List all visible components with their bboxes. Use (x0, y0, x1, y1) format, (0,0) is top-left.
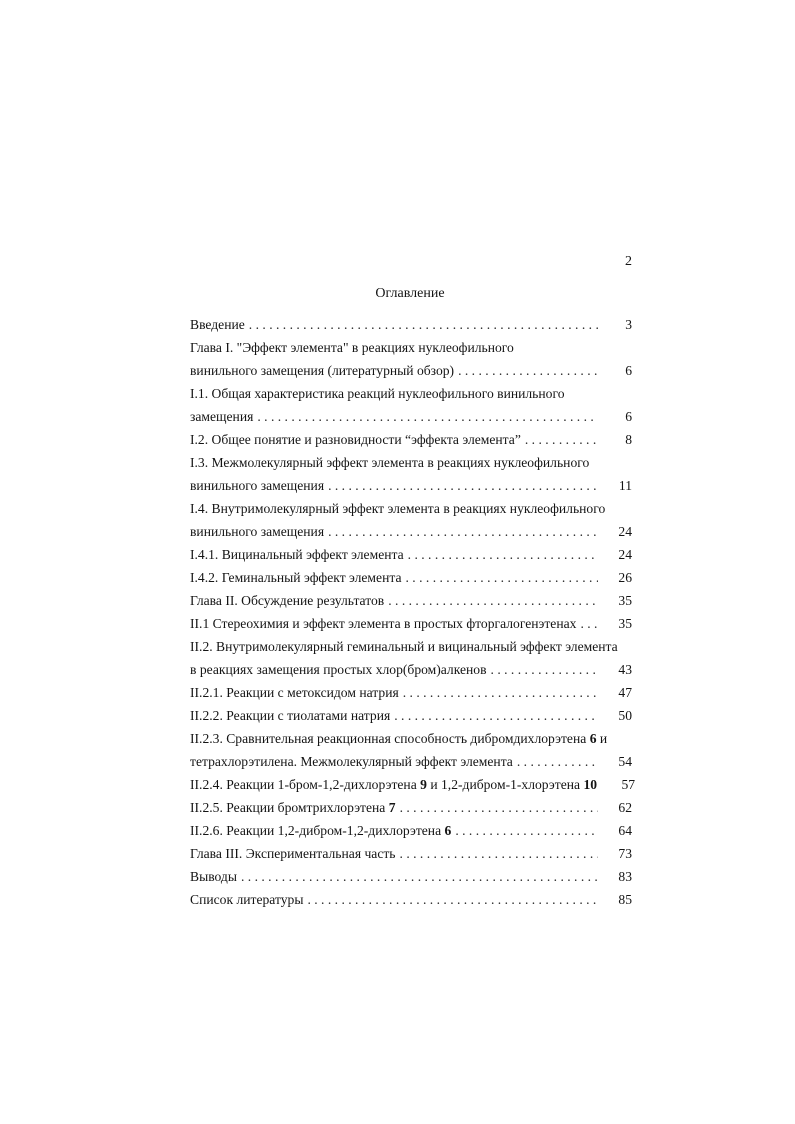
toc-entry-label (190, 543, 404, 566)
toc-entry (190, 635, 632, 658)
compound-number: 7 (388, 800, 396, 815)
toc-entry-text: II.2.5. Реакции бромтрихлорэтена (190, 800, 386, 815)
toc-entry-label (190, 750, 513, 773)
toc-entry-page: 57 (621, 777, 636, 792)
dot-leader (517, 750, 598, 773)
toc-entry-label (190, 773, 597, 796)
toc-entry-label (190, 520, 324, 543)
toc-entry (190, 589, 632, 612)
toc-entry-label (190, 819, 451, 842)
toc-entry-text: II.2.1. Реакции с метоксидом натрия (190, 685, 399, 700)
toc-entry (190, 819, 632, 842)
toc-entry-page: 35 (618, 616, 632, 631)
compound-number: 6 (444, 823, 452, 838)
dot-leader (257, 405, 598, 428)
dot-leader (408, 543, 598, 566)
toc-entry-label (190, 566, 402, 589)
compound-number: 9 (420, 777, 427, 792)
toc-entry-text: I.1. Общая характеристика реакций нуклеофильного винильного (190, 386, 565, 401)
toc-entry-text: I.4. Внутримолекулярный эффект элемента в реакциях нуклеофильного (190, 501, 606, 516)
toc-entry-text: II.2. Внутримолекулярный геминальный и вицинальный эффект элемента (190, 639, 618, 654)
dot-leader (328, 520, 598, 543)
toc-entry-text: винильного замещения (190, 478, 325, 493)
dot-leader (458, 359, 598, 382)
toc-entry-label (190, 336, 514, 359)
toc-entry (190, 382, 632, 405)
table-of-contents (190, 313, 636, 911)
toc-entry (190, 865, 632, 888)
toc-entry-text-cont: и 1,2-дибром-1-хлорэтена (426, 777, 581, 792)
toc-entry-text: Выводы (190, 869, 237, 884)
toc-entry-page: 3 (625, 317, 632, 332)
toc-entry-label (190, 796, 396, 819)
dot-leader (388, 589, 598, 612)
toc-entry-text: II.2.2. Реакции с тиолатами натрия (190, 708, 391, 723)
compound-number: 10 (583, 777, 598, 792)
compound-number: 6 (589, 731, 597, 746)
toc-entry (190, 796, 632, 819)
toc-entry-label (190, 635, 618, 658)
toc-entry-text: I.3. Межмолекулярный эффект элемента в реакциях нуклеофильного (190, 455, 590, 470)
toc-entry-page: 85 (618, 892, 632, 907)
toc-entry-label (190, 313, 245, 336)
toc-entry-text-cont: и (596, 731, 608, 746)
toc-entry-page: 35 (618, 593, 632, 608)
toc-entry-page: 50 (618, 708, 632, 723)
toc-entry (190, 451, 632, 474)
toc-entry-text: Список литературы (190, 892, 304, 907)
dot-leader (406, 566, 599, 589)
toc-entry-text: Введение (190, 317, 245, 332)
toc-entry-text: винильного замещения (литературный обзор) (190, 363, 455, 378)
toc-entry (190, 612, 632, 635)
toc-entry-text: замещения (190, 409, 254, 424)
toc-entry (190, 497, 632, 520)
toc-entry-page: 54 (618, 754, 632, 769)
toc-entry (190, 566, 632, 589)
toc-entry-label (190, 612, 576, 635)
toc-title: Оглавление (375, 286, 445, 301)
toc-entry-page: 26 (618, 570, 632, 585)
toc-entry-page: 83 (618, 869, 632, 884)
toc-entry-label (190, 658, 487, 681)
toc-entry-text: тетрахлорэтилена. Межмолекулярный эффект элемента (190, 754, 513, 769)
dot-leader (455, 819, 598, 842)
dot-leader (580, 612, 598, 635)
dot-leader (400, 842, 598, 865)
toc-entry-text: Глава III. Экспериментальная часть (190, 846, 396, 861)
toc-entry-text: в реакциях замещения простых хлор(бром)алкенов (190, 662, 487, 677)
dot-leader (491, 658, 598, 681)
toc-entry-text: II.2.3. Сравнительная реакционная способность дибромдихлорэтена (190, 731, 587, 746)
toc-entry-label (190, 865, 237, 888)
dot-leader (241, 865, 598, 888)
dot-leader (525, 428, 598, 451)
toc-entry-text: II.1 Стереохимия и эффект элемента в простых фторгалогенэтенах (190, 616, 577, 631)
toc-entry (190, 727, 632, 750)
dot-leader (403, 681, 598, 704)
toc-entry (190, 750, 632, 773)
toc-entry-label (190, 888, 303, 911)
toc-entry-text: II.2.6. Реакции 1,2-дибром-1,2-дихлорэтена (190, 823, 442, 838)
dot-leader (249, 313, 598, 336)
toc-entry (190, 681, 632, 704)
toc-entry-page: 11 (618, 478, 632, 493)
toc-entry-label (190, 681, 399, 704)
toc-entry (190, 405, 632, 428)
toc-entry-page: 64 (618, 823, 632, 838)
toc-entry-label (190, 451, 589, 474)
dot-leader (328, 474, 598, 497)
toc-entry (190, 773, 636, 796)
toc-entry (190, 543, 632, 566)
toc-entry-text: Глава II. Обсуждение результатов (190, 593, 385, 608)
toc-entry-page: 62 (618, 800, 632, 815)
toc-entry-page: 24 (618, 547, 632, 562)
toc-entry (190, 520, 632, 543)
toc-entry-label (190, 589, 384, 612)
toc-entry-label (190, 382, 565, 405)
toc-entry-label (190, 405, 253, 428)
toc-entry-text: I.4.2. Геминальный эффект элемента (190, 570, 402, 585)
toc-entry (190, 704, 632, 727)
toc-entry (190, 842, 632, 865)
toc-entry-label (190, 497, 605, 520)
toc-entry-text: Глава I. "Эффект элемента" в реакциях нуклеофильного (190, 340, 514, 355)
dot-leader (400, 796, 598, 819)
toc-entry-label (190, 359, 454, 382)
toc-entry-page: 8 (625, 432, 632, 447)
toc-entry-page: 73 (618, 846, 632, 861)
toc-entry-page: 24 (618, 524, 632, 539)
toc-entry-label (190, 474, 324, 497)
dot-leader (307, 888, 598, 911)
page-number: 2 (625, 254, 632, 269)
toc-entry (190, 313, 632, 336)
toc-entry-page: 6 (625, 409, 632, 424)
toc-entry-text: винильного замещения (190, 524, 325, 539)
dot-leader (394, 704, 598, 727)
toc-entry-page: 43 (618, 662, 632, 677)
toc-entry (190, 474, 632, 497)
toc-entry-text: I.2. Общее понятие и разновидности “эффекта элемента” (190, 432, 521, 447)
toc-entry (190, 359, 632, 382)
toc-entry-text: II.2.4. Реакции 1-бром-1,2-дихлорэтена (190, 777, 417, 792)
toc-entry (190, 336, 632, 359)
toc-entry-label (190, 842, 396, 865)
toc-entry-page: 47 (618, 685, 632, 700)
toc-entry (190, 428, 632, 451)
toc-entry-page: 6 (625, 363, 632, 378)
toc-entry-label (190, 727, 607, 750)
toc-entry-label (190, 704, 390, 727)
toc-entry (190, 658, 632, 681)
toc-entry (190, 888, 632, 911)
toc-entry-text: I.4.1. Вицинальный эффект элемента (190, 547, 404, 562)
toc-entry-label (190, 428, 521, 451)
